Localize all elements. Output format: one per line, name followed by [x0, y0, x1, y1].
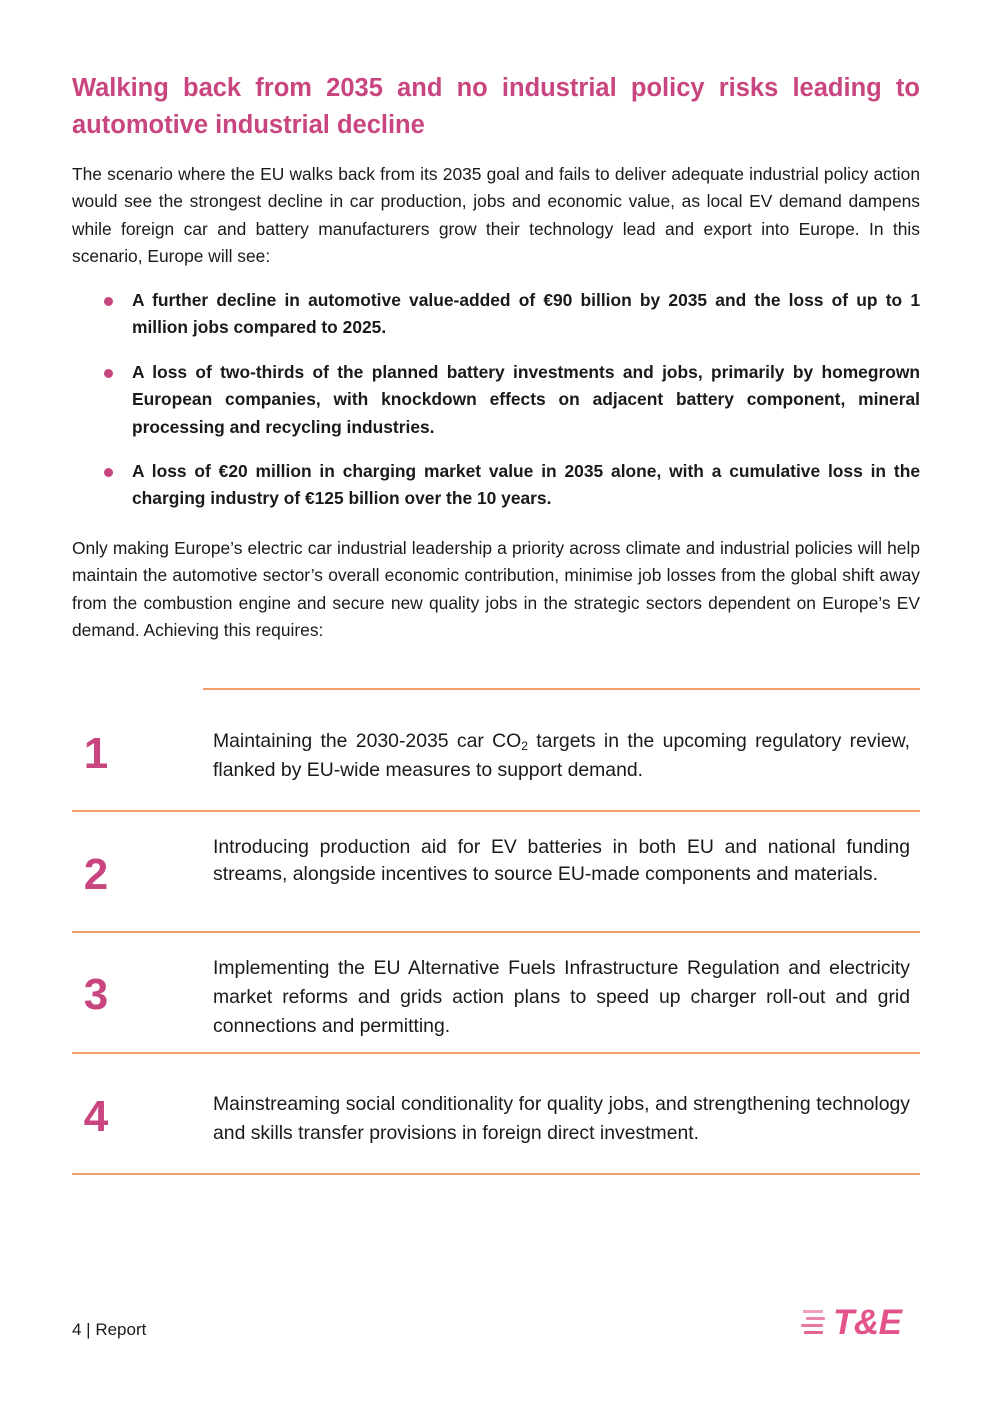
speed-line — [803, 1310, 823, 1313]
recommendation-text: Mainstreaming social conditionality for quality jobs, and strengthening technology and skills transfer provisions in foreign direct investment. — [213, 1093, 910, 1144]
speed-line — [801, 1324, 823, 1327]
row-divider — [72, 1052, 920, 1054]
closing-paragraph: Only making Europe’s electric car industrial leadership a priority across climate and industrial policies will help maintain the automotive sector’s overall economic contribution, minimise job losses from the global shift away from the combustion engine and secure new quality jobs in the strategic sectors dependent on Europe’s EV demand. Achieving this requires: — [72, 538, 920, 641]
recommendation-text-part: targets in the upcoming regulatory review, flanked by EU-wide measures to support demand. — [213, 730, 910, 781]
bullet-item — [72, 458, 920, 513]
bullet-text: A loss of €20 million in charging market value in 2035 alone, with a cumulative loss in the charging industry of €125 billion over the 10 years. — [132, 461, 920, 509]
recommendation-number: 4 — [83, 1092, 109, 1141]
bullet-dot-icon — [104, 297, 113, 306]
table-bottom-rule — [72, 1173, 920, 1175]
page-footer-label: 4 | Report — [72, 1320, 147, 1339]
logo-wordmark: T&E — [833, 1303, 902, 1342]
co2-subscript: 2 — [521, 739, 528, 753]
recommendation-number: 2 — [83, 850, 109, 899]
intro-paragraph: The scenario where the EU walks back from its 2035 goal and fails to deliver adequate industrial policy action would see the strongest decline in car production, jobs and economic value, as local EV demand dampens while foreign car and battery manufacturers grow their technology lead and export into Europe. In this scenario, Europe will see: — [72, 164, 920, 267]
row-divider — [72, 931, 920, 933]
speed-line — [806, 1317, 825, 1320]
bullet-text: A further decline in automotive value-added of €90 billion by 2035 and the loss of up to 1 million jobs compared to 2025. — [132, 290, 920, 338]
speed-lines-icon — [801, 1308, 827, 1338]
impact-bullet-list — [72, 287, 920, 530]
recommendation-text: Implementing the EU Alternative Fuels Infrastructure Regulation and electricity market reforms and grids action plans to speed up charger roll-out and grid connections and permitting. — [213, 957, 910, 1037]
recommendation-text: Introducing production aid for EV batteries in both EU and national funding streams, alongside incentives to source EU-made components and materials. — [213, 836, 910, 885]
bullet-item — [72, 359, 920, 441]
speed-line — [804, 1331, 823, 1334]
bullet-text: A loss of two-thirds of the planned battery investments and jobs, primarily by homegrown European companies, with knockdown effects on adjacent battery component, mineral processing and recycling industries. — [132, 361, 920, 437]
recommendation-text — [213, 727, 910, 785]
recommendation-number: 1 — [83, 729, 109, 778]
section-heading: Walking back from 2035 and no industrial policy risks leading to automotive industrial decline — [72, 74, 920, 139]
te-logo — [801, 1304, 923, 1344]
row-divider — [72, 810, 920, 812]
bullet-item — [72, 287, 920, 342]
bullet-dot-icon — [104, 369, 113, 378]
recommendation-text-part: Maintaining the 2030-2035 car CO — [213, 730, 522, 752]
recommendation-number: 3 — [83, 970, 109, 1019]
bullet-dot-icon — [104, 468, 113, 477]
table-top-rule — [203, 688, 920, 690]
